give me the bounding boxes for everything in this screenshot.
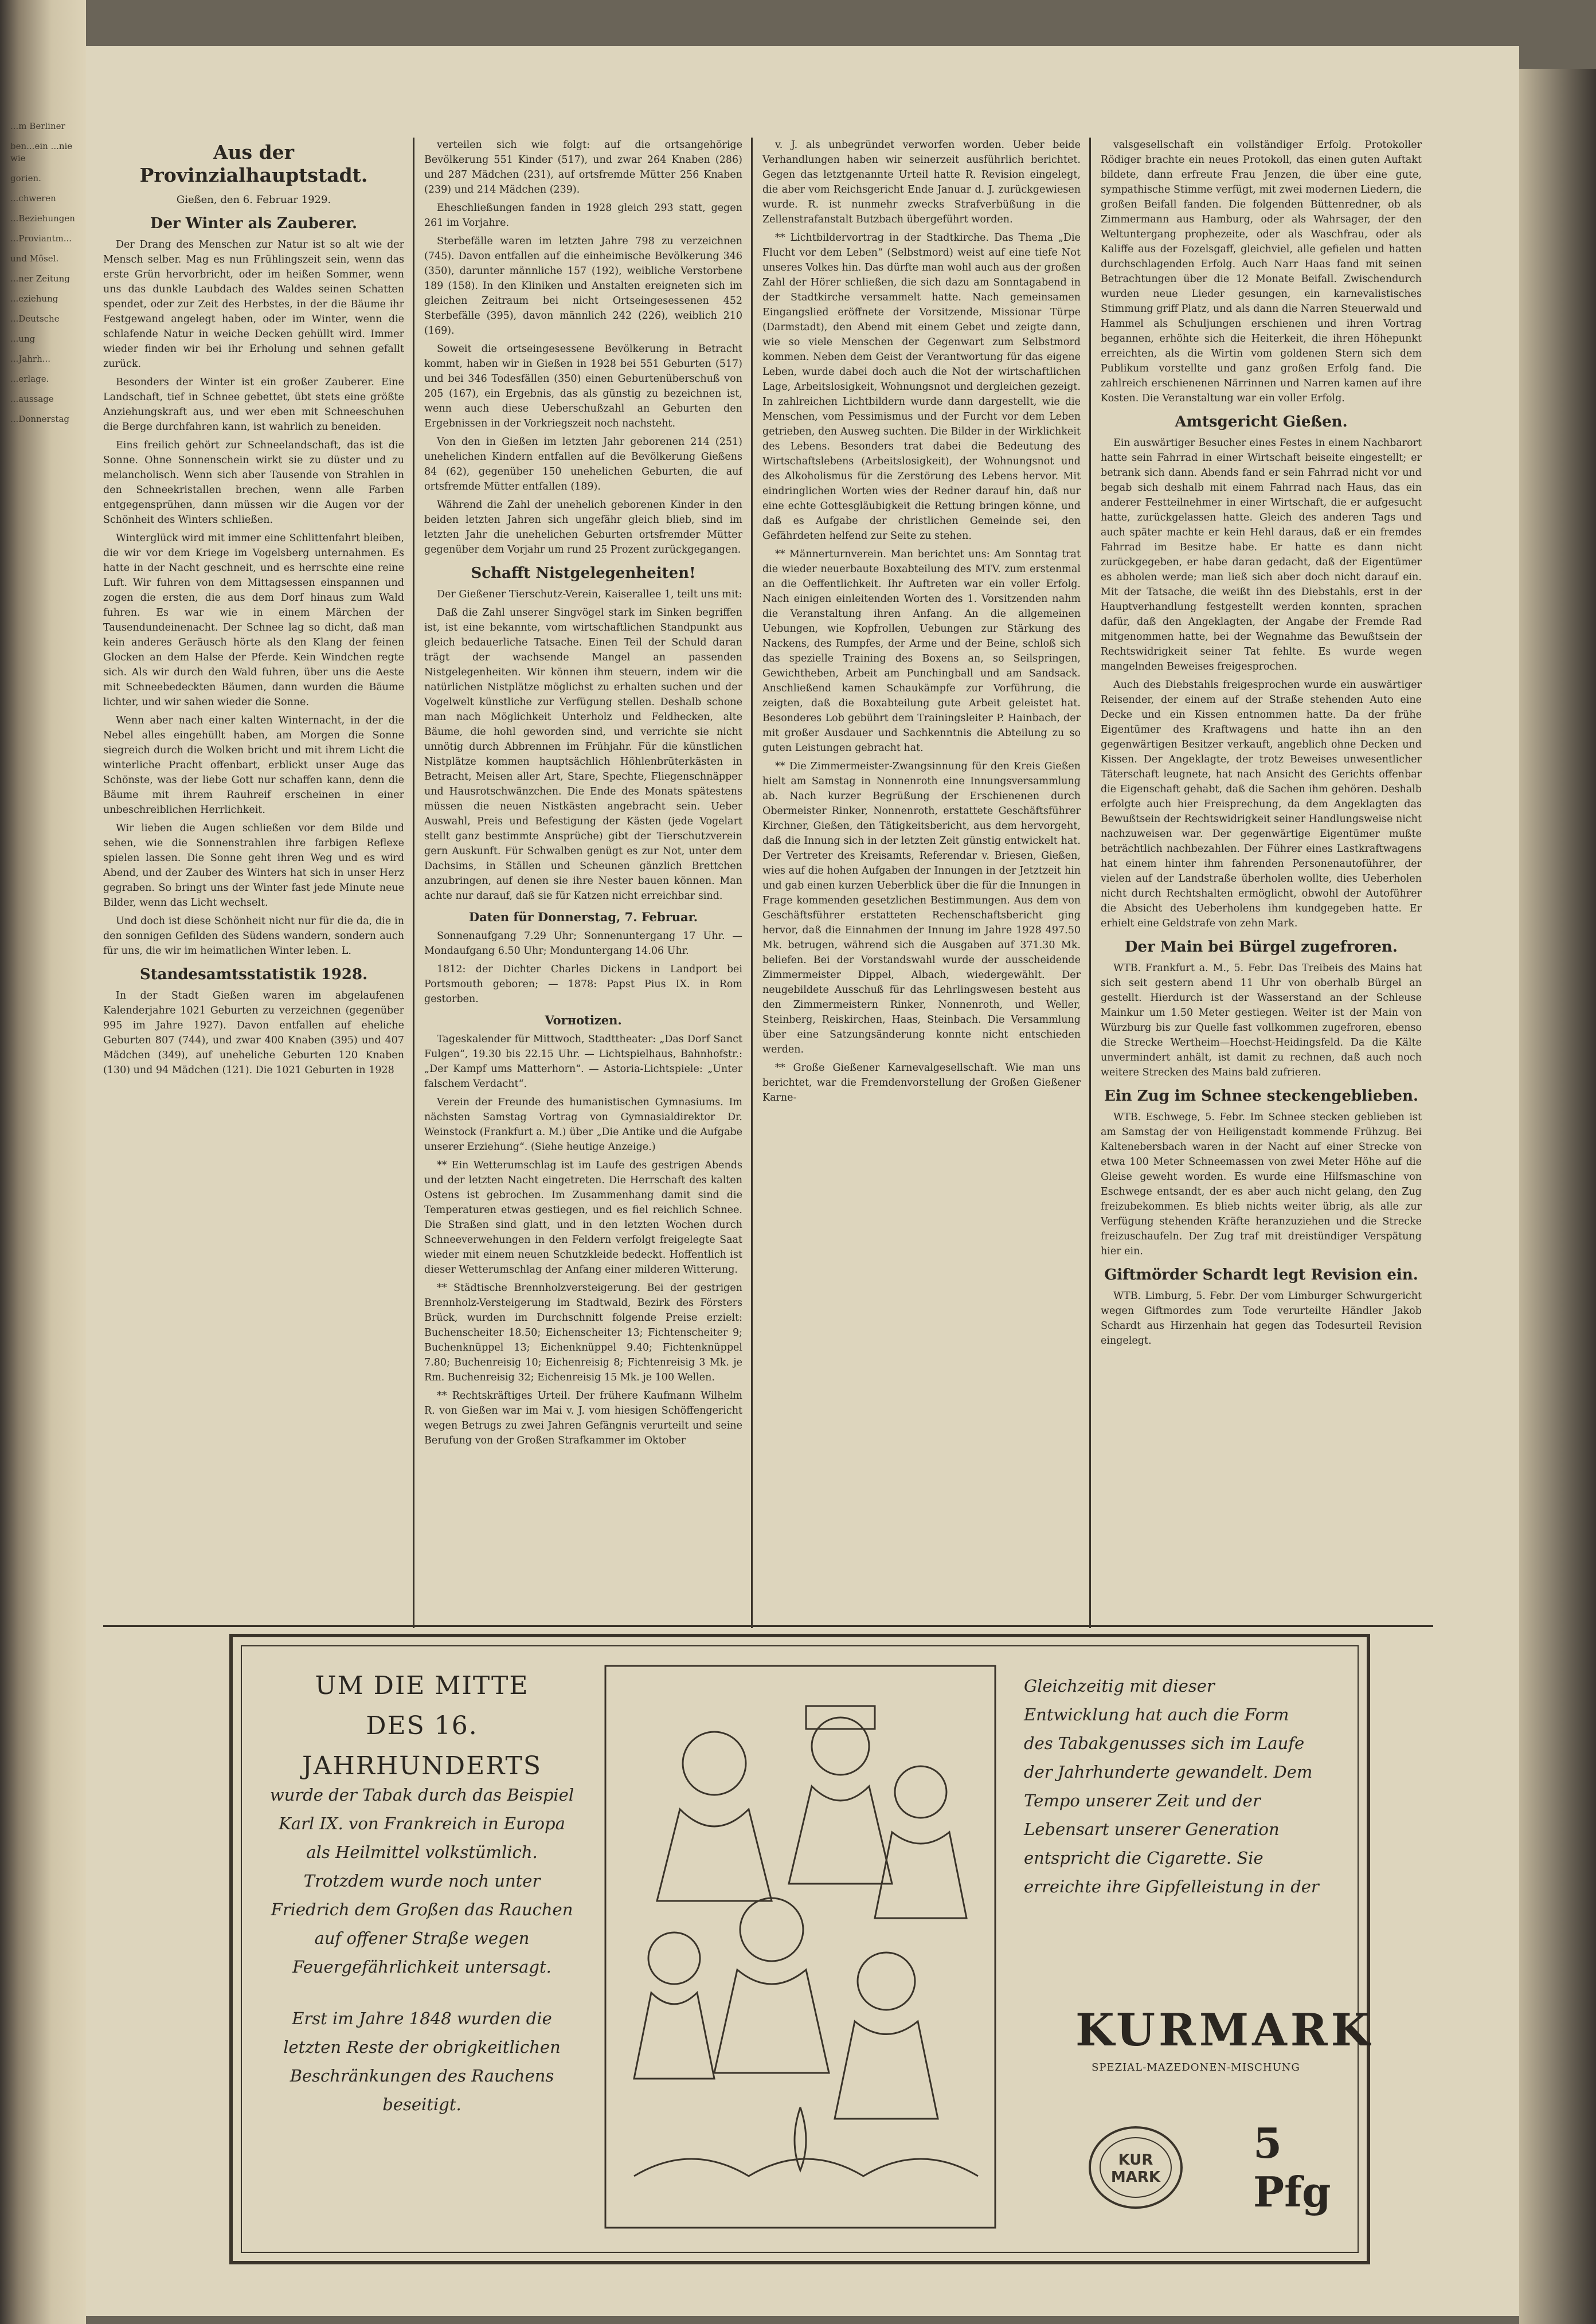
spine-line: gorien. — [10, 173, 41, 183]
article-heading: Daten für Donnerstag, 7. Februar. — [468, 910, 698, 924]
article-heading: Giftmörder Schardt legt Revision ein. — [1104, 1266, 1418, 1284]
article-paragraph: verteilen sich wie folgt: auf die ortsangehörige Bevölkerung 551 Kinder (517), und zwar 264 Knaben (286) und 287 Mädchen (231), auf ortsfremde Mütter 256 Knaben (239) und 214 Mädchen (239). — [424, 139, 742, 195]
article-paragraph: ** Die Zimmermeister-Zwangsinnung für den Kreis Gießen hielt am Samstag in Nonnenroth eine Innungsversammlung ab. Nach kurzer Begrüßung der Erschienenen durch Obermeister Rinker, Nonnenroth, erstattete Geschäftsführer Kirchner, Gießen, den Tätigkeitsbericht, aus dem hervorgeht, daß die Innung sich in der letzten Zeit günstig entwickelt hat. Der Vertreter des Kreisamts, Referendar v. Briesen, Gießen, wies auf die hohen Aufgaben der Innungen in der Jetztzeit hin und gab einen kurzen Ueberblick über die für die Innungen in Frage kommenden gesetzlichen Bestimmungen. Aus dem von Geschäftsführer erstatteten Rechenschaftsbericht ging hervor, daß die Einnahmen der Innung im Jahre 1928 497.50 Mk. betrugen, während sich die Ausgaben auf 371.30 Mk. beliefen. Bei der Vorstandswahl wurde der ausscheidende Zimmermeister Dippel, Albach, wiedergewählt. Der neugebildete Ausschuß für das Lehrlingswesen besteht aus den Zimmermeistern Rinker, Nonnenroth, und Weller, Steinberg, Reiskirchen, Haas, Steinbach. Die Versammlung über eine Satzungsänderung konnte nicht entschieden werden. — [762, 761, 1081, 1055]
article-heading: Standesamtsstatistik 1928. — [139, 966, 368, 983]
article-paragraph: Soweit die ortseingesessene Bevölkerung in Betracht kommt, haben wir in Gießen in 1928 bei 551 Geburten (517) und bei 346 Todesfällen (350) einen Geburtenüberschuß von 205 (167), ein Ergebnis, das als günstig zu bezeichnen ist, wenn auch diese Ueberschußzahl an Geburten den Ergebnissen in der Vorkriegszeit noch nachsteht. — [424, 343, 742, 429]
article-paragraph: 1812: der Dichter Charles Dickens in Landport bei Portsmouth geboren; — 1878: Papst Pius IX. in Rom gestorben. — [424, 964, 742, 1005]
brand-name: KURMARK — [1075, 2004, 1374, 2056]
article-paragraph: Tageskalender für Mittwoch, Stadttheater: „Das Dorf Sanct Fulgen“, 19.30 bis 22.15 Uhr. — Lichtspielhaus, Bahnhofstr.: „Der Kampf ums Matterhorn“. — Astoria-Lichtspiele: „Unter falschem Verdacht“. — [424, 1034, 742, 1090]
spine-line: ...erlage. — [10, 374, 49, 384]
spine-line: ...m Berliner — [10, 121, 65, 131]
article-paragraph: Verein der Freunde des humanistischen Gymnasiums. Im nächsten Samstag Vortrag von Gymnasialdirektor Dr. Weinstock (Frankfurt a. M.) über „Die Antike und die Aufgabe unserer Erziehung“. (Siehe heutige Anzeige.) — [424, 1097, 742, 1153]
article-paragraph: Besonders der Winter ist ein großer Zauberer. Eine Landschaft, tief in Schnee gebettet, übt stets eine größte Anziehungskraft aus, und wer eben mit Schneeschuhen die Berge durchfahren kann, ist wahrlich zu beneiden. — [103, 377, 404, 433]
article-paragraph: WTB. Limburg, 5. Febr. Der vom Limburger Schwurgericht wegen Giftmordes zum Tode verurteilte Händler Jakob Schardt aus Hirzenhain hat gegen das Todesurteil Revision eingelegt. — [1101, 1290, 1422, 1347]
ad-history-text: wurde der Tabak durch das Beispiel Karl IX. von Frankreich in Europa als Heilmittel volkstümlich. Trotzdem wurde noch unter Friedrich dem Großen das Rauchen auf offener Straße wegen Feuergefährlichkeit untersagt. — [269, 1785, 574, 1977]
article-heading: Schafft Nistgelegenheiten! — [471, 565, 696, 582]
article-heading: Ein Zug im Schnee steckengeblieben. — [1104, 1087, 1419, 1105]
column-4 — [1101, 138, 1422, 1622]
article-paragraph: Daß die Zahl unserer Singvögel stark im Sinken begriffen ist, ist eine bekannte, vom wirtschaftlichen Standpunkt aus gleich bedauerliche Tatsache. Einen Teil der Schuld daran trägt der wachsende Mangel an passenden Nistgelegenheiten. Wir können ihm steuern, indem wir die natürlichen Nistplätze möglichst zu erhalten suchen und der Vogelwelt künstliche zur Verfügung stellen. Deshalb schone man nach Möglichkeit Unterholz und Feldhecken, alte Bäume, die hohl geworden sind, und verrichte sie nicht unnötig durch Abbrennen im Frühjahr. Für die künstlichen Nistplätze kommen hauptsächlich Höhlenbrüterkästen in Betracht, Meisen aller Art, Stare, Spechte, Fliegenschnäpper und Hausrotschwänzchen. Die Ende des Monats spätestens müssen die neuen Nistkästen angebracht sein. Ueber Auswahl, Preis und Befestigung der Kästen (jede Vogelart stellt ganz bestimmte Ansprüche) gibt der Tierschutzverein gern Auskunft. Für Schwalben genügt es zur Not, unter dem Dachsims, in Ställen und Scheunen gänzlich Brettchen anzubringen, auf denen sie ihre Nester bauen können. Man achte nur darauf, daß sie für Katzen nicht erreichbar sind. — [424, 607, 742, 902]
cigarette-pack-icon — [1087, 2125, 1184, 2210]
column-rule — [413, 138, 414, 1628]
ad-history-text-2: Erst im Jahre 1848 wurden die letzten Reste der obrigkeitlichen Beschränkungen des Rauchens beseitigt. — [283, 2009, 561, 2114]
spine-line: ...ner Zeitung — [10, 273, 70, 284]
article-paragraph: Eins freilich gehört zur Schneelandschaft, das ist die Sonne. Ohne Sonnenschein wirkt sie zu düster und zu melancholisch. Wenn sich aber Tausende von Strahlen in den Schneekristallen brechen, wenn alle Farben entgegensprühen, dann müssen wir die Augen vor der Schönheit des Winters schließen. — [103, 440, 404, 526]
article-paragraph: Von den in Gießen im letzten Jahr geborenen 214 (251) unehelichen Kindern entfallen auf die Bevölkerung Gießens 84 (62), gegenüber 150 unehelichen Geburten, die auf ortsfremde Mütter entfallen (189). — [424, 436, 742, 492]
article-paragraph: WTB. Frankfurt a. M., 5. Febr. Das Treibeis des Mains hat sich seit gestern abend 11 Uhr von oberhalb Bürgel an gestellt. Hierdurch ist der Wasserstand an der Schleuse Mainkur um 1.50 Meter gestiegen. Weiter ist der Main von Würzburg bis zur Quelle fast vollkommen zugefroren, ebenso die Strecke Wertheim—Hoechst-Heidingsfeld. Da die Kälte unvermindert anhält, ist damit zu rechnen, daß auch noch weitere Strecken des Mains bald zufrieren. — [1101, 963, 1422, 1078]
ad-left-text — [267, 1781, 577, 2119]
article-paragraph: ** Große Gießener Karnevalgesellschaft. Wie man uns berichtet, war die Fremdenvorstellung der Großen Gießener Karne- — [762, 1062, 1081, 1104]
article-paragraph: ** Rechtskräftiges Urteil. Der frühere Kaufmann Wilhelm R. von Gießen war im Mai v. J. vom hiesigen Schöffengericht wegen Betrugs zu zwei Jahren Gefängnis verurteilt und seine Berufung von der Großen Strafkammer im Oktober — [424, 1390, 742, 1446]
pack-label: MARK — [1110, 2169, 1161, 2186]
article-heading: Amtsgericht Gießen. — [1175, 413, 1348, 431]
article-paragraph: Wir lieben die Augen schließen vor dem Bilde und sehen, wie die Sonnenstrahlen ihre farbigen Reflexe spielen lassen. Die Sonne geht ihren Weg und es wird Abend, und der Zauber des Winters hat sich in unser Herz gegraben. So bringt uns der Winter fast jede Minute neue Bilder, wenn das Licht wechselt. — [103, 823, 404, 909]
price-label: 5 Pfg — [1253, 2119, 1331, 2216]
article-paragraph: Sterbefälle waren im letzten Jahre 798 zu verzeichnen (745). Davon entfallen auf die einheimische Bevölkerung 346 (350), darunter männliche 157 (192), weibliche Verstorbene 189 (158). In den Kliniken und Anstalten ereigneten sich im gleichen Zeitraum bei nicht Ortseingesessenen 452 Sterbefälle (395), davon männlich 242 (226), weiblich 210 (169). — [424, 236, 742, 337]
section-heading: Aus der Provinzialhauptstadt. — [139, 141, 368, 186]
spine-line: ...Deutsche — [10, 314, 60, 324]
article-paragraph: In der Stadt Gießen waren im abgelaufenen Kalenderjahre 1021 Geburten zu verzeichnen (gegenüber 995 im Jahre 1927). Davon entfallen auf eheliche Geburten 807 (744), und zwar 400 Knaben (395) und 407 Mädchen (349), auf uneheliche Geburten 120 Knaben (130) und 94 Mädchen (121). Die 1021 Geburten in 1928 — [103, 990, 404, 1076]
smokers-illustration — [600, 1660, 1001, 2233]
spine-line: ...Beziehungen — [10, 213, 75, 224]
article-paragraph: ** Lichtbildervortrag in der Stadtkirche. Das Thema „Die Flucht vor dem Leben“ (Selbstmord) weist auf eine tiefe Not unseres Volkes hin. Das dürfte man wohl auch aus der großen Zahl der Hörer schließen, die sich dazu am Sonntagabend in der Stadtkirche versammelt hatte. Nach gemeinsamen Eingangslied eröffnete der Vorsitzende, Missionar Türpe (Darmstadt), den Abend mit einem Gebet und zeigte dann, wie so viele Menschen der Gegenwart zum Selbstmord kommen. Neben dem Geist der Verantwortung für das eigene Leben, wurde dabei doch auch die Not der wirtschaftlichen Lage, Arbeitslosigkeit, Wohnungsnot und dergleichen gezeigt. In zahlreichen Lichtbildern wurde dann dargestellt, wie die Menschen, vom Pessimismus und der Furcht vor dem Leben getrieben, den Ausweg suchten. Die Bilder in der Wirklichkeit des Lebens. Besonders trat dabei die Bedeutung des Wirtschaftslebens (Arbeitslosigkeit), der Wohnungsnot und des Alkoholismus für die Zerstörung des Lebens hervor. Mit eindringlichen Worten wies der Redner darauf hin, daß nur eine echte Gottesgläubigkeit die Rettung bringen könne, und daß es Aufgabe der christlichen Gemeinde sei, den Gefährdeten helfend zur Seite zu stehen. — [762, 232, 1081, 542]
column-2 — [424, 138, 742, 1622]
kurmark-advertisement — [229, 1634, 1374, 2264]
article-paragraph: WTB. Eschwege, 5. Febr. Im Schnee stecken geblieben ist am Samstag der von Heiligenstadt kommende Frühzug. Bei Kaltenebersbach waren in der Nacht auf einer Strecke von etwa 100 Meter Schneemassen von zwei Meter Höhe auf die Gleise geweht worden. Es wurde eine Hilfsmaschine von Eschwege entsandt, der es aber auch nicht gelang, den Zug freizubekommen. Es blieb nichts weiter übrig, als alle zur Verfügung stehenden Kräfte heranzuziehen und die Strecke freizuschaufeln. Der Zug traf mit dreistündiger Verspätung hier ein. — [1101, 1112, 1422, 1257]
column-3 — [762, 138, 1081, 1622]
article-heading: Vorнotizen. — [545, 1013, 622, 1027]
spine-line: und Mösel. — [10, 253, 59, 264]
article-paragraph: Wenn aber nach einer kalten Winternacht, in der die Nebel alles eingehüllt haben, am Morgen die Sonne siegreich durch die Wolken bricht und mit ihrem Licht die winterliche Pracht offenbart, erblickt unser Auge das Schönste, was der liebe Gott nur schaffen kann, denn die Bäume mit ihrem Rauhreif erscheinen in einer unbeschreiblichen Herrlichkeit. — [103, 715, 404, 816]
article-paragraph: v. J. als unbegründet verworfen worden. Ueber beide Verhandlungen haben wir seinerzeit ausführlich berichtet. Gegen das letztgenannte Urteil hatte R. Revision eingelegt, die aber vom Reichsgericht Ende Januar d. J. zurückgewiesen wurde. R. ist nunmehr zwecks Strafverbüßung in die Zellenstrafanstalt Butzbach übergeführt worden. — [762, 139, 1081, 225]
article-paragraph: ** Männerturnverein. Man berichtet uns: Am Sonntag trat die wieder neuerbaute Boxabteilung des MTV. zum erstenmal an die Oeffentlichkeit. Ihr Auftreten war ein voller Erfolg. Nach einigen einleitenden Worten des 1. Vorsitzenden nahm die Veranstaltung ihren Anfang. An die allgemeinen Uebungen, wie Kopfrollen, Uebungen zur Stärkung des Nackens, des Rumpfes, der Arme und der Beine, schloß sich das spezielle Training des Boxens an, so Seilspringen, Gewichtheben, Arbeit am Punchingball und am Sandsack. Anschließend kamen Schaukämpfe zur Vorführung, die zeigten, daß die Boxabteilung gute Arbeit geleistet hat. Besonderes Lob gebührt dem Trainingsleiter P. Hainbach, der mit großer Ausdauer und Sachkenntnis die Abteilung zu so guten Leistungen gebracht hat. — [762, 549, 1081, 754]
article-paragraph: Der Gießener Tierschutz-Verein, Kaiserallee 1, teilt uns mit: — [437, 589, 742, 600]
column-rule — [751, 138, 753, 1628]
column-1 — [103, 138, 404, 1622]
spine-line: ...Jahrh... — [10, 354, 51, 364]
article-paragraph: ** Städtische Brennholzversteigerung. Bei der gestrigen Brennholz-Versteigerung im Stadtwald, Bezirk des Försters Brück, wurden im Durchschnitt folgende Preise erzielt: Buchenscheiter 18.50; Eichenscheiter 13; Fichtenscheiter 9; Buchenknüppel 13; Eichenknüppel 9.40; Fichtenknüppel 7.80; Buchenreisig 10; Eichenreisig 8; Fichtenreisig 3 Mk. je Rm. Buchenreisig 32; Eichenreisig 15 Mk. je 100 Wellen. — [424, 1282, 742, 1383]
article-paragraph: Winterglück wird mit immer eine Schlittenfahrt bleiben, die wir vor dem Kriege im Vogelsberg unternahmen. Es hatte in der Nacht geschneit, und es herrschte eine reine Luft. Wir fuhren von dem Mittagsessen einspannen und zogen die ersten, die aus dem Dorf hinaus zum Wald fuhren. Es war wie in einem Märchen der Tausendundeinenacht. Der Schnee lag so dicht, daß man kein anderes Geräusch hörte als den Klang der feinen Glocken an dem Halse der Pferde. Kein Windchen regte sich. Als wir durch den Wald fuhren, über uns die Aeste mit Schneebedeckten Bäumen, dann wurden die Bäume lichter, und wir sahen wieder die Sonne. — [103, 533, 404, 708]
book-spine — [0, 0, 86, 2324]
article-paragraph: Auch des Diebstahls freigesprochen wurde ein auswärtiger Reisender, der einem auf der Straße stehenden Auto eine Decke und ein Kissen entnommen hatte. Da der frühe Eigentümer des Kraftwagens und hatte ihn an den gegenwärtigen Besitzer verkauft, angeblich ohne Decken und Kissen. Der Angeklagte, der trotz Beweises unwesentlicher Täterschaft leugnete, hat nach Ansicht des Gerichts offenbar die Eigenschaft gehabt, daß die Sachen ihm gehören. Deshalb erfolgte auch hier Freisprechung, da dem Angeklagten das Bewußtsein der Rechtswidrigkeit seiner Handlungsweise nicht nachzuweisen war. Der gegenwärtige Eigentümer mußte beträchtlich nachbezahlen. Der Führer eines Lastkraftwagens hat einem hinter ihm fahrenden Personenautoführer, der vielen auf der Landstraße überholen wollte, dies Ueberholen nicht durch Rechtshalten ermöglicht, obwohl der Autoführer die Absicht des Ueberholens ihm kundgegeben hatte. Er erhielt eine Geldstrafe von zehn Mark. — [1101, 679, 1422, 929]
article-paragraph: Ein auswärtiger Besucher eines Festes in einem Nachbarort hatte sein Fahrrad in einer Wirtschaft beiseite eingestellt; er betrank sich dann. Abends fand er sein Fahrrad nicht vor und begab sich deshalb mit einem Fahrrad nach Haus, das ein anderer Festteilnehmer in einer Wirtschaft, die er aufgesucht hatte, zurückgelassen hatte. Gleich des anderen Tags und auch später machte er kein Hehl daraus, daß er ein fremdes Fahrrad im Besitze habe. Er hatte es dann nicht zurückgegeben, er habe daran gedacht, daß der Eigentümer es abholen werde; man ließ sich aber doch nicht darauf ein. Mit der Tatsache, die weißt ihn des Diebstahls, erst in der Hauptverhandlung festgestellt werden konnten, sprachen dafür, daß den Angeklagten, der Angabe der Fremde Rad mitgenommen hatte, bei der Wegnahme das Bewußtsein der Rechtswidrigkeit seiner Tat fehlte. Es wurde wegen mangelnden Beweises freigesprochen. — [1101, 437, 1422, 672]
article-heading: Der Main bei Bürgel zugefroren. — [1125, 938, 1398, 956]
column-rule — [1089, 138, 1091, 1628]
brand-subline: SPEZIAL-MAZEDONEN-MISCHUNG — [1092, 2061, 1300, 2073]
article-paragraph: Der Drang des Menschen zur Natur ist so alt wie der Mensch selber. Mag es nun Frühlingszeit sein, wenn das erste Grün hervorbricht, oder im heißen Sommer, wenn uns das dunkle Laubdach des Waldes seinen Schatten spendet, oder zur Zeit des Herbstes, in der die Bäume ihr Festgewand angelegt haben, oder im Winter, wenn die schlafende Natur in weiche Decken gehüllt wird. Immer wieder finden wir bei ihr Erholung und sehnen gefallt zurück. — [103, 239, 404, 370]
ad-title — [267, 1666, 577, 1786]
ad-title-line: DES 16. JAHRHUNDERTS — [302, 1711, 542, 1781]
spine-text — [10, 120, 84, 2299]
article-heading: Der Winter als Zauberer. — [150, 215, 358, 232]
article-paragraph: ** Ein Wetterumschlag ist im Laufe des gestrigen Abends und der letzten Nacht eingetreten. Die Herrschaft des kalten Ostens ist gebrochen. Im Zusammenhang damit sind die Temperaturen etwas gestiegen, und es fiel reichlich Schnee. Die Straßen sind glatt, und in den letzten Wochen durch Schneeverwehungen in den Feldern verfolgt freigelegte Saat wieder mit einem neuen Schutzkleide bedeckt. Hoffentlich ist dieser Wetterumschlag der Anfang einer milderen Witterung. — [424, 1160, 742, 1276]
spine-line: ben...ein ...nie wie — [10, 141, 73, 163]
spine-line: ...aussage — [10, 394, 54, 404]
article-paragraph: valsgesellschaft ein vollständiger Erfolg. Protokoller Rödiger brachte ein neues Protokoll, das einen guten Auftakt bildete, dann erfreute Frau Jenzen, die über eine gute, sympathische Stimme verfügt, mit zwei modernen Liedern, die großen Beifall fanden. Die folgenden Büttenredner, ob als Zimmermann aus Hamburg, oder als Wahrsager, der den Weltuntergang prophezeite, oder als Waschfrau, oder als Kaliffe aus der Fozelsgaff, gleichviel, alle gefielen und hatten durchschlagenden Erfolg. Auch Narr Haas fand mit seinen Betrachtungen über die 12 Monate Beifall. Zwischendurch wurden neue Lieder gesungen, ein karnevalistisches Stimmung griff Platz, und als dann die Narren Steuerwald und Hammel als Schuljungen erschienen und ihren Vortrag begannen, erhöhte sich die Heiterkeit, die ihren Höhepunkt erreichten, als die Wirtin vom goldenen Stern sich dem Publikum vorstellte und ganz großen Erfolg fand. Die zahlreich erschienenen Närrinnen und Narren kamen auf ihre Kosten. Die Veranstaltung war ein voller Erfolg. — [1101, 139, 1422, 404]
article-paragraph: Und doch ist diese Schönheit nicht nur für die da, die in den sonnigen Gefilden des Südens wandern, sondern auch für uns, die wir im heimatlichen Winter leben. L. — [103, 915, 404, 957]
dateline: Gießen, den 6. Februar 1929. — [176, 194, 331, 206]
ad-title-line: UM DIE MITTE — [315, 1671, 529, 1700]
pack-label: KUR — [1118, 2151, 1153, 2169]
spine-line: ...eziehung — [10, 294, 58, 304]
spine-line: ...Proviantm... — [10, 233, 72, 244]
article-paragraph: Eheschließungen fanden in 1928 gleich 293 statt, gegen 261 im Vorjahre. — [424, 202, 742, 229]
spine-line: ...chweren — [10, 193, 56, 204]
spine-line: ...ung — [10, 334, 36, 344]
page-stack-edge — [1519, 69, 1596, 2324]
article-paragraph: Sonnenaufgang 7.29 Uhr; Sonnenuntergang 17 Uhr. — Mondaufgang 6.50 Uhr; Monduntergang 14.06 Uhr. — [424, 930, 742, 957]
ad-right-text: Gleichzeitig mit dieser Entwicklung hat auch die Form des Tabakgenusses sich im Laufe der Jahrhunderte gewandelt. Dem Tempo unserer Zeit und der Lebensart unserer Generation entspricht die Cigarette. Sie erreichte ihre Gipfelleistung in der — [1024, 1676, 1319, 1896]
bottom-rule — [103, 1625, 1433, 1627]
article-paragraph: Während die Zahl der unehelich geborenen Kinder in den beiden letzten Jahren sich ungefähr gleich blieb, sind im letzten Jahr die unehelichen Geburten ortsfremder Mütter gegenüber dem Vorjahr um rund 25 Prozent zurückgegangen. — [424, 499, 742, 555]
spine-line: ...Donnerstag — [10, 414, 70, 424]
